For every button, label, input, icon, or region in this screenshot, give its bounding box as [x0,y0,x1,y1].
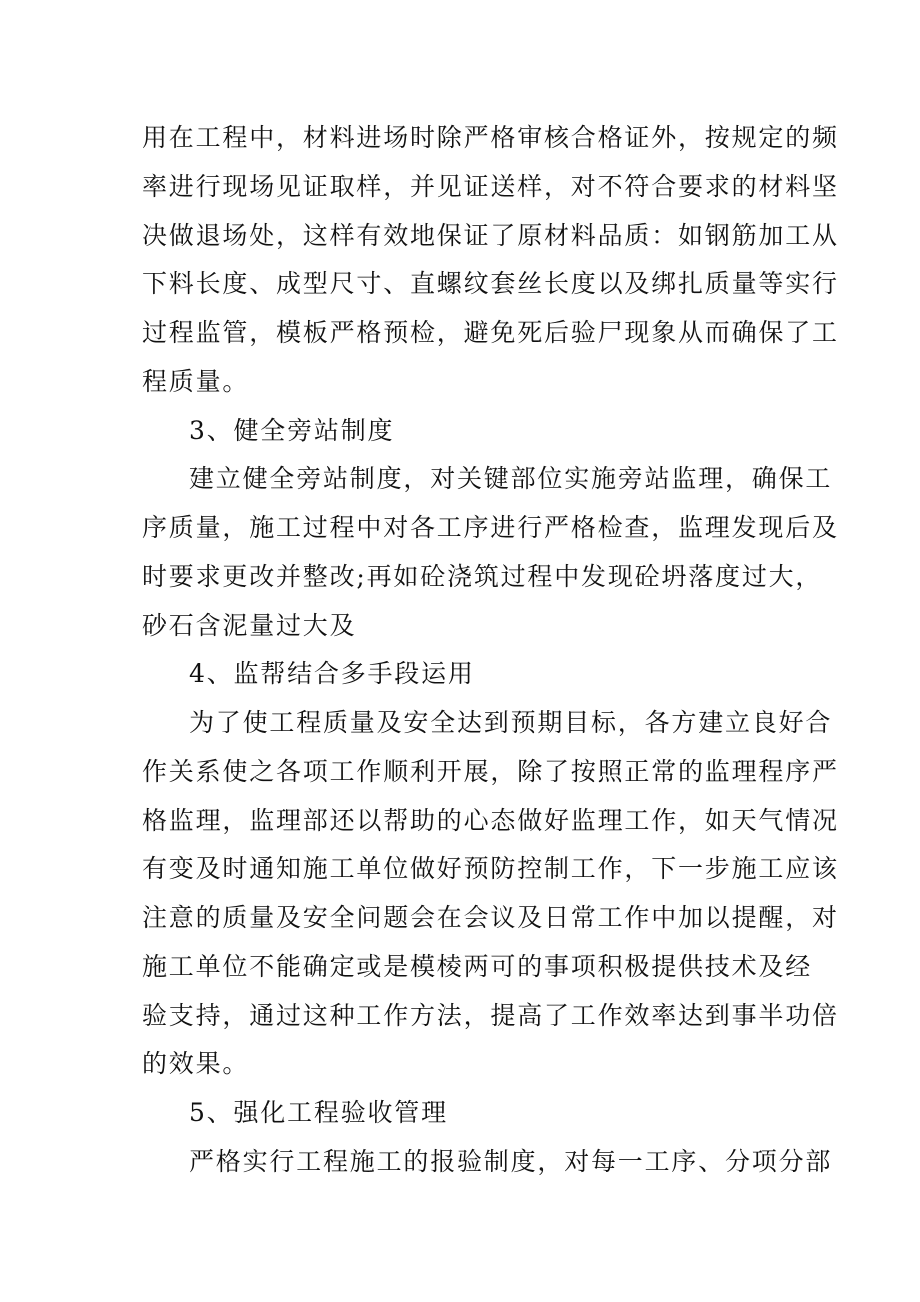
text-line: 有变及时通知施工单位做好预防控制工作，下一步施工应该 [142,854,839,884]
text-line: 格监理，监理部还以帮助的心态做好监理工作，如天气情况 [142,805,839,835]
paragraph-first-line: 严格实行工程施工的报验制度，对每一工序、分项分部 [189,1146,833,1176]
text-line: 验支持，通过这种工作方法，提高了工作效率达到事半功倍 [142,1000,839,1030]
paragraph-first-line: 为了使工程质量及安全达到预期目标，各方建立良好合 [189,708,833,737]
paragraph-first-line: 建立健全旁站制度，对关键部位实施旁站监理，确保工 [189,464,833,494]
text-line: 下料长度、成型尺寸、直螺纹套丝长度以及绑扎质量等实行 [142,269,839,299]
text-line: 时要求更改并整改;再如砼浇筑过程中发现砼坍落度过大， [142,561,823,591]
text-line: 作关系使之各项工作顺利开展，除了按照正常的监理程序严 [142,756,839,786]
text-line: 用在工程中，材料进场时除严格审核合格证外，按规定的频 [142,123,839,152]
text-line: 施工单位不能确定或是模棱两可的事项积极提供技术及经 [142,951,813,981]
text-line: 决做退场处，这样有效地保证了原材料品质：如钢筋加工从 [142,220,839,250]
text-line: 过程监管，模板严格预检，避免死后验尸现象从而确保了工 [142,318,839,347]
text-line: 注意的质量及安全问题会在会议及日常工作中加以提醒，对 [142,903,839,932]
text-line: 的效果。 [142,1049,250,1079]
text-line: 程质量。 [142,366,250,396]
text-line: 率进行现场见证取样，并见证送样，对不符合要求的材料坚 [142,171,839,201]
text-line: 砂石含泥量过大及 [142,610,357,640]
paragraph-first-line: 5、强化工程验收管理 [189,1098,448,1127]
text-line: 序质量，施工过程中对各工序进行严格检查，监理发现后及 [142,513,839,542]
paragraph-first-line: 3、健全旁站制度 [189,415,395,445]
document-body [142,114,839,1187]
paragraph-first-line: 4、监帮结合多手段运用 [189,659,475,689]
